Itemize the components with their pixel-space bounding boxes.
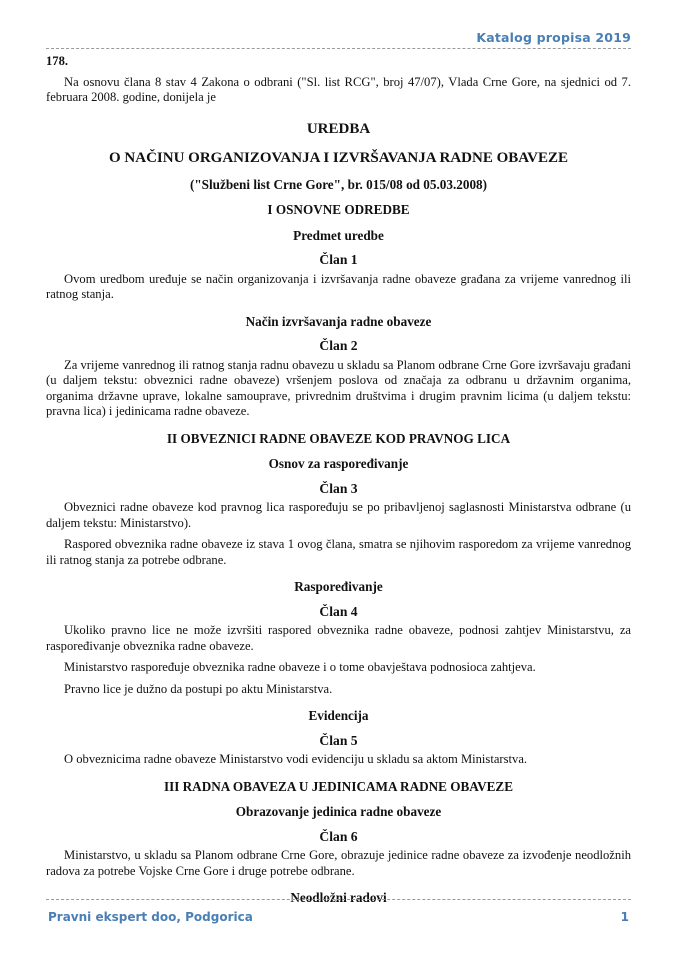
document-body <box>46 54 631 915</box>
catalog-header: Katalog propisa 2019 <box>476 30 631 45</box>
article-5-paragraph-1: O obveznicima radne obaveze Ministarstvo vodi evidenciju u skladu sa aktom Ministarstva. <box>64 752 528 766</box>
article-6-paragraph-1: Ministarstvo, u skladu sa Planom odbrane Crne Gore, obrazuje jedinice radne obaveze za izvođenje neodložnih radova za potrebe Vojske Crne Gore i druge potrebe odbrane. <box>46 848 631 878</box>
article-3-paragraph-1: Obveznici radne obaveze kod pravnog lica raspoređuju se po pribavljenoj saglasnosti Ministarstva odbrane (u daljem tekstu: Ministarstvo). <box>46 500 631 530</box>
article-3-paragraph-2: Raspored obveznika radne obaveze iz stava 1 ovog člana, smatra se njihovim rasporedom za vrijeme vanrednog ili ratnog stanja za potrebe odbrane. <box>46 537 631 567</box>
article-4-paragraph-1: Ukoliko pravno lice ne može izvršiti raspored obveznika radne obaveze, podnosi zahtjev Ministarstvu, za raspoređivanje obveznika radne obaveze. <box>46 623 631 653</box>
header-divider <box>46 48 631 49</box>
subheading-evidencija: Evidencija <box>308 708 369 723</box>
section-heading-2: II OBVEZNICI RADNE OBAVEZE KOD PRAVNOG LICA <box>166 430 511 446</box>
article-2-paragraph-1: Za vrijeme vanrednog ili ratnog stanja radnu obavezu u skladu sa Planom odbrane Crne Gore izvršavaju građani (u daljem tekstu: obveznici radne obaveze) vršenjem poslova od značaja za odbranu u državnim organima, organima državne uprave, lokalne samouprave, privrednim društvima i drugim pravnim licima (u daljem tekstu: pravna lica) i jedinicama radne obaveze. <box>46 357 631 418</box>
article-4-paragraph-2: Ministarstvo raspoređuje obveznika radne obaveze i o tome obavještava podnosioca zahtjeva. <box>64 660 536 674</box>
subheading-obrazovanje: Obrazovanje jedinica radne obaveze <box>235 804 442 819</box>
subheading-osnov: Osnov za raspoređivanje <box>268 456 409 471</box>
intro-paragraph: Na osnovu člana 8 stav 4 Zakona o odbrani ("Sl. list RCG", broj 47/07), Vlada Crne Gore, na sjednici od 7. februara 2008. godine, donijela je <box>46 74 631 104</box>
section-heading-1: I OSNOVNE ODREDBE <box>267 202 410 217</box>
subheading-rasporedivanje: Raspoređivanje <box>294 579 383 594</box>
footer-divider <box>46 899 631 900</box>
gazette-reference: ("Službeni list Crne Gore", br. 015/08 od 05.03.2008) <box>189 176 488 192</box>
footer-publisher: Pravni ekspert doo, Podgorica <box>48 910 253 924</box>
page-number: 1 <box>620 910 629 924</box>
subheading-neodlozni: Neodložni radovi <box>290 890 387 905</box>
document-title: UREDBA <box>306 120 371 137</box>
article-2-label: Član 2 <box>319 338 358 353</box>
article-4-label: Član 4 <box>319 603 358 619</box>
subheading-predmet: Predmet uredbe <box>293 227 384 243</box>
article-6-label: Član 6 <box>319 828 358 844</box>
article-1-paragraph-1: Ovom uredbom uređuje se način organizovanja i izvršavanja radne obaveze građana za vrijeme vanrednog ili ratnog stanja. <box>46 271 631 301</box>
section-heading-3: III RADNA OBAVEZA U JEDINICAMA RADNE OBAVEZE <box>163 778 514 794</box>
article-3-label: Član 3 <box>319 480 358 496</box>
subheading-nacin: Način izvršavanja radne obaveze <box>245 313 432 329</box>
document-subtitle: O NAČINU ORGANIZOVANJA I IZVRŠAVANJA RADNE OBAVEZE <box>109 149 568 166</box>
document-number: 178. <box>46 54 69 68</box>
article-4-paragraph-3: Pravno lice je dužno da postupi po aktu Ministarstva. <box>64 681 333 696</box>
article-1-label: Član 1 <box>319 252 358 267</box>
article-5-label: Član 5 <box>319 732 358 748</box>
